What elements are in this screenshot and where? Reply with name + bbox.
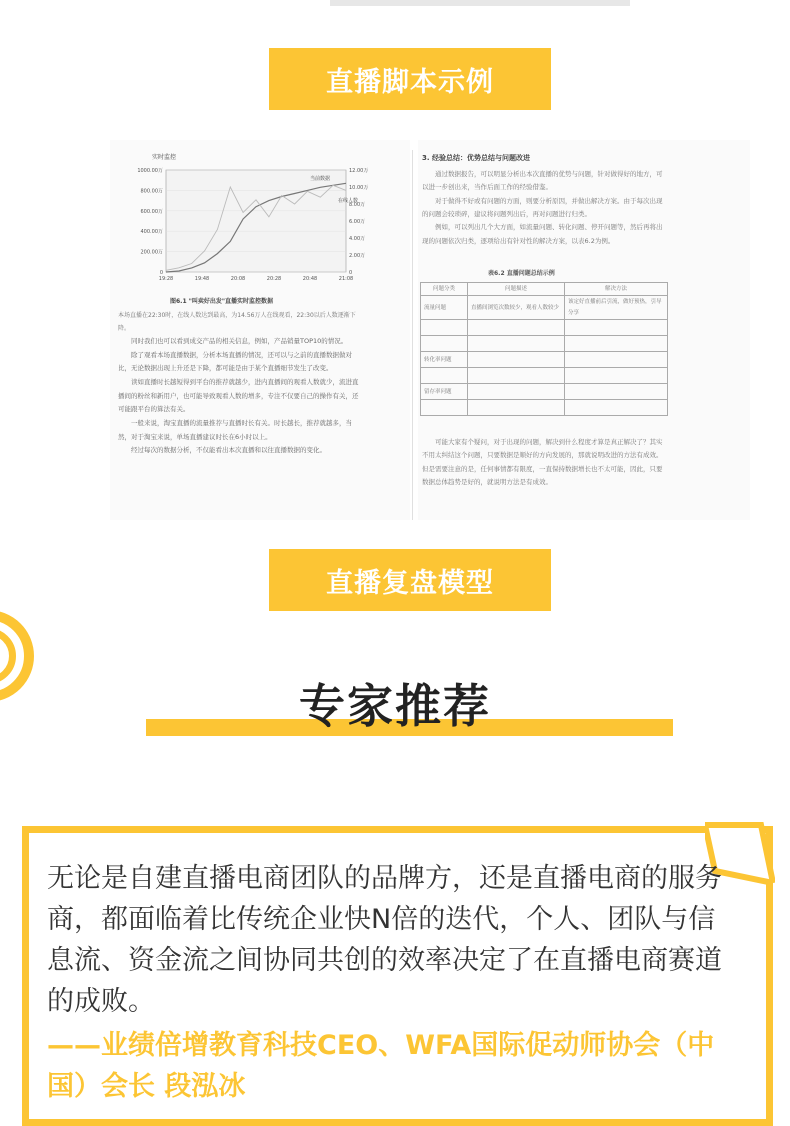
table-row [421,320,668,336]
figure-caption: 图6.1 "叫卖好出发"直播实时监控数据 [170,298,273,305]
table-cell [565,400,668,416]
review-model-title: 直播复盘模型 [326,567,494,599]
x-tick-label: 19:28 [158,276,174,282]
book-left-page [110,140,410,520]
table-row [421,296,668,320]
right-page-closing [422,436,666,489]
table-cell [468,368,565,384]
y-left-tick-label: 400.00万 [140,229,163,236]
table-row [421,336,668,352]
y-right-tick-label: 6.00万 [349,219,366,225]
y-right-tick-label: 4.00万 [349,236,366,242]
y-right-tick-label: 10.00万 [349,185,369,191]
top-strip [330,0,630,6]
table-cell [421,320,468,336]
right-paragraph: 对于做得不好或有问题的方面，则要分析原因，并做出解决方案。由于每次出现的问题会较琐碎，建议将问题列出后，再对问题进行归类。 [422,196,663,218]
right-paragraph: 通过数据报告，可以明显分析出本次直播的优势与问题，针对做得好的地方，可以进一步创出来，当作后面工作的经验借鉴。 [422,170,663,192]
table-cell [565,320,668,336]
table-header: 解决方法 [565,283,668,296]
legend-online: 在线人数 [338,198,359,204]
table-row [421,352,668,368]
table-row [421,400,668,416]
x-tick-label: 20:48 [302,276,318,282]
expert-title: 专家推荐 [299,679,491,733]
right-page-heading: 3. 经验总结：优势总结与问题改进 [422,154,530,162]
table-cell: 转化率问题 [421,352,468,368]
right-page-body [422,168,666,248]
left-page-body [118,310,363,458]
table-cell [421,400,468,416]
table-cell: 流量问题 [421,296,468,320]
table-cell: 留存率问题 [421,384,468,400]
left-paragraph: 本场直播在22:30时，在线人数达到最高，为14.56万人在线观看，22:30以后人数逐渐下降。 [118,312,356,332]
review-model-banner [269,549,551,611]
table-cell: 该定好直播前后引流，做好预热，引导分享 [565,296,668,320]
table-caption: 表6.2 直播问题总结示例 [488,270,555,277]
table-cell [421,368,468,384]
left-paragraph: 一般来说，淘宝直播的流量推荐与直播时长有关。时长越长，推荐就越多，当然，对于淘宝来说，单场直播建议时长在6小时以上。 [118,419,352,441]
y-left-tick-label: 0 [159,270,163,276]
left-paragraph: 经过每次的数据分析，不仅能看出本次直播和以往直播数据的变化。 [131,446,326,455]
x-tick-label: 20:08 [230,276,246,282]
y-right-tick-label: 2.00万 [349,253,366,259]
script-example-banner [269,48,551,110]
right-paragraph: 可能大家有个疑问，对于出现的问题，解决到什么程度才算是真正解决了？其实不用太纠结这个问题，只要数据是顺好的方向发展的，那就说明改进的方法有成效。但是需要注意的是，任何事情都有限度，一直保持数据增长也不太可能，因此，只要数据总体趋势是好的，就说明方法是有成效。 [422,438,663,486]
y-left-tick-label: 200.00万 [140,249,163,256]
y-right-tick-label: 12.00万 [349,168,369,174]
table-header: 问题分类 [421,283,468,296]
table-cell: 直播间浏览次数较少，观看人数较少 [468,296,565,320]
book-spread-image [110,140,750,520]
table-cell [468,336,565,352]
y-right-tick-label: 0 [349,270,353,276]
plot-area [166,170,346,272]
book-gutter [412,150,413,520]
expert-author: ——业绩倍增教育科技CEO、WFA国际促动师协会（中国）会长 段泓冰 [47,1030,715,1102]
y-right-tick-label: 8.00万 [349,202,366,208]
table-header: 问题描述 [468,283,565,296]
table-cell [468,320,565,336]
table-cell [565,336,668,352]
script-example-title: 直播脚本示例 [326,66,494,98]
table-cell [421,336,468,352]
book-right-page [418,140,750,520]
table-cell [565,384,668,400]
y-left-tick-label: 1000.00万 [137,168,163,174]
left-paragraph: 除了观看本场直播数据，分析本场直播的情况，还可以与之前的直播数据做对比，无论数据出现上升还是下降，都可能是由于某个直播细节发生了改变。 [118,350,352,373]
table-row [421,384,668,400]
right-paragraph: 例如，可以列出几个大方面，如流量问题、转化问题、停开问题等，然后再将出现的问题依次归类，逐项给出有针对性的解决方案，以表6.2为例。 [422,223,663,245]
y-left-tick-label: 600.00万 [140,208,163,215]
table-cell [468,352,565,368]
table-cell [565,368,668,384]
table-cell [468,384,565,400]
legend-current: 当前数据 [310,176,331,182]
table-cell [565,352,668,368]
review-table [420,282,668,416]
table-cell [468,400,565,416]
chart-title: 实时监控 [152,154,177,161]
realtime-chart [130,164,390,292]
x-tick-label: 19:48 [194,276,210,282]
expert-quote: 无论是自建直播电商团队的品牌方，还是直播电商的服务商，都面临着比传统企业快N倍的迭代，个人、团队与信息流、资金流之间协同共创的效率决定了在直播电商赛道的成败。 [47,863,722,1017]
y-left-tick-label: 800.00万 [140,188,163,195]
table-row [421,368,668,384]
x-tick-label: 20:28 [266,276,282,282]
x-tick-label: 21:08 [338,276,354,282]
left-paragraph: 同时我们也可以看到成交产品的相关信息，例如，产品销量TOP10的情况。 [131,337,348,346]
left-paragraph: 读如直播时长越短得到平台的推荐就越少，进内直播间的观看人数就少，流进直播间的粉丝和新用户，也可能导致观看人数的增多，专注不仅要自己的操作有关，还可能跟平台的算法有关。 [118,378,359,414]
